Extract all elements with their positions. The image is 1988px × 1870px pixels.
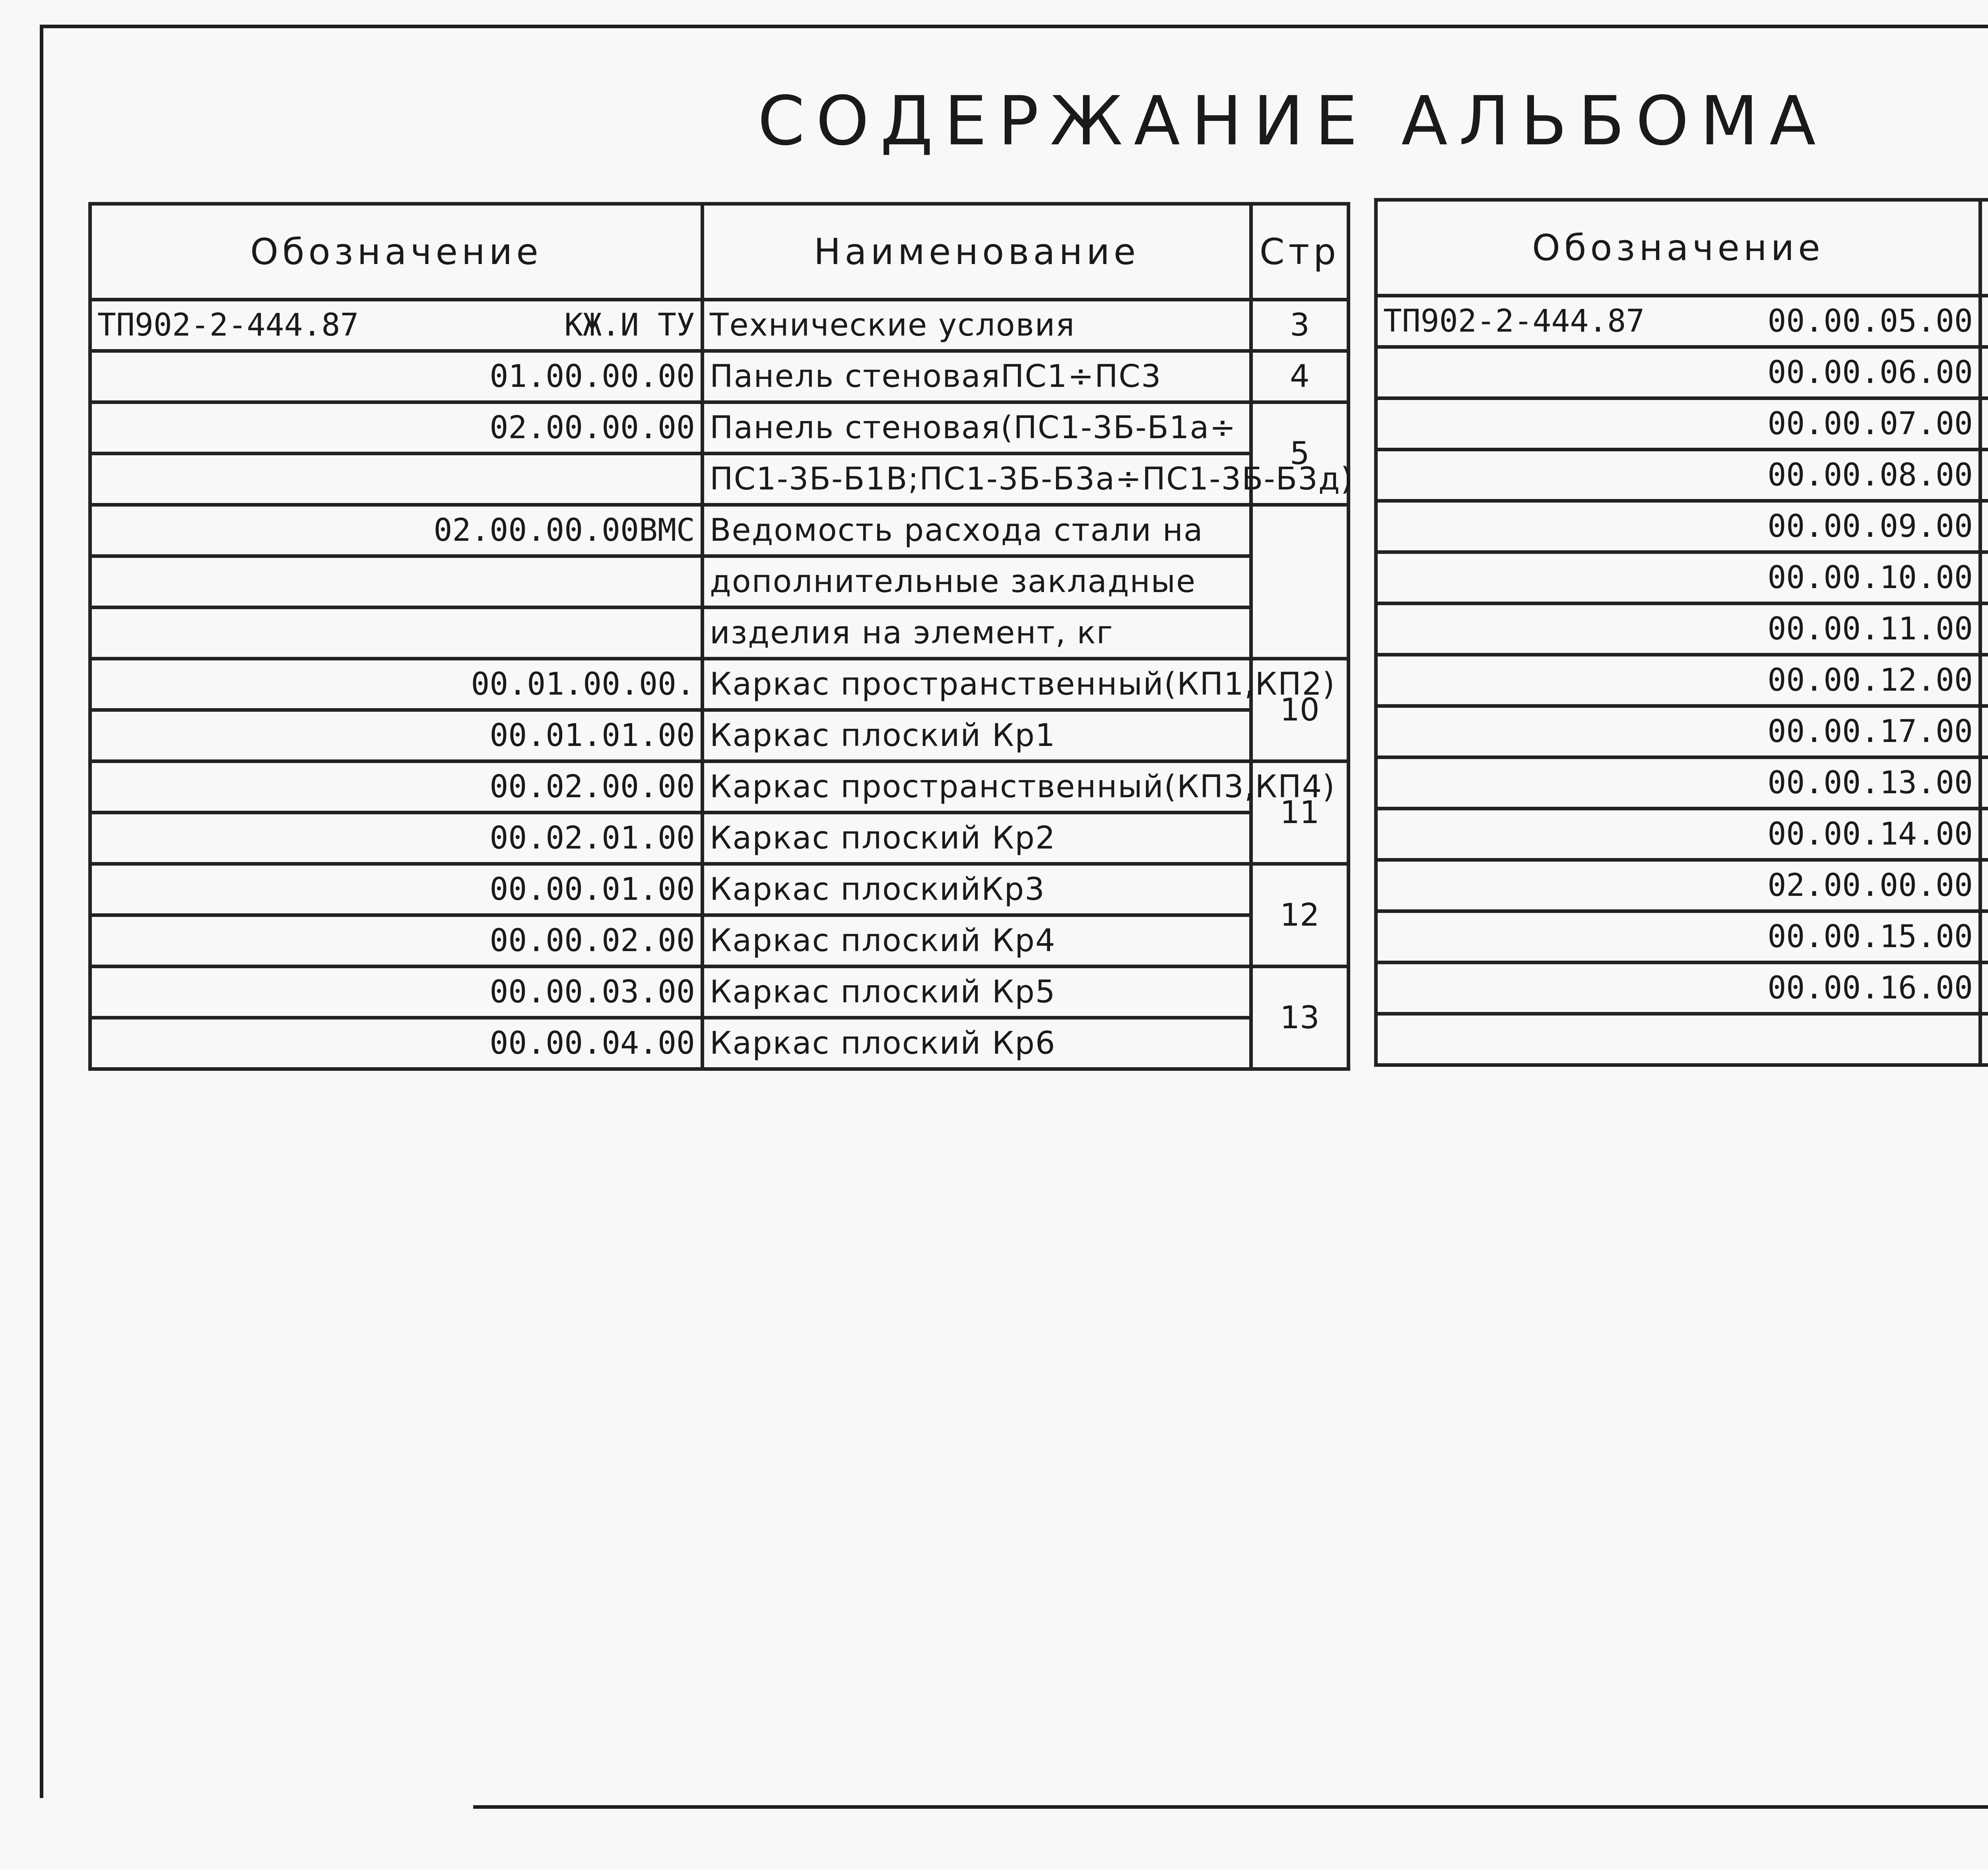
item-name-cell: ПС1-3Б-Б1В;ПС1-3Б-Б3а÷ПС1-3Б-Б3д)	[703, 454, 1251, 505]
designation-cell	[1376, 552, 1980, 604]
designation-cell	[90, 864, 703, 915]
designation-code: 02.00.00.00ВМС	[433, 513, 695, 548]
table-row	[90, 402, 1349, 454]
designation-cell	[1376, 963, 1980, 1014]
column-header-code: Обозначение	[90, 204, 703, 300]
designation-cell	[1376, 501, 1980, 552]
designation-code: 00.00.17.00	[1767, 714, 1973, 750]
designation-cell	[1376, 757, 1980, 809]
table-row	[90, 454, 1349, 505]
table-row	[1376, 757, 1988, 809]
frame-top-line	[40, 25, 1988, 28]
table-row	[1376, 552, 1988, 604]
designation-cell	[90, 967, 703, 1018]
designation-code: 00.00.13.00	[1767, 765, 1973, 801]
table-row	[1376, 655, 1988, 706]
item-name-cell: Ведомость расхода стали на	[703, 505, 1251, 556]
designation-cell	[90, 608, 703, 659]
table-row	[1376, 911, 1988, 963]
designation-cell	[90, 659, 703, 710]
table-row	[1376, 706, 1988, 757]
series-code: ТП902-2-444.87	[1383, 303, 1645, 339]
page-number-cell: 4	[1251, 351, 1349, 402]
page-number-cell: 11	[1251, 761, 1349, 864]
designation-code: 00.00.06.00	[1767, 355, 1973, 390]
item-name-cell	[1980, 963, 1988, 1014]
frame-left-line	[40, 25, 43, 1798]
item-name-cell: изделия на элемент, кг	[703, 608, 1251, 659]
designation-code: 00.02.00.00	[489, 769, 695, 805]
item-name-cell	[1980, 655, 1988, 706]
contents-table-left	[88, 202, 1354, 1071]
item-name-cell	[1980, 860, 1988, 911]
item-name-cell	[1980, 706, 1988, 757]
designation-code: 00.01.01.00	[489, 718, 695, 753]
column-header-code: Обозначение	[1376, 200, 1980, 296]
item-name-cell	[1980, 296, 1988, 347]
designation-cell	[90, 813, 703, 864]
designation-cell	[1376, 1014, 1980, 1065]
designation-code: 02.00.00.00	[489, 410, 695, 446]
designation-code: 00.00.03.00	[489, 974, 695, 1010]
column-header-name	[1980, 200, 1988, 296]
table-row	[1376, 450, 1988, 501]
designation-code: 00.00.07.00	[1767, 406, 1973, 442]
item-name-cell: Каркас плоский Кр5	[703, 967, 1251, 1018]
item-name-cell	[1980, 450, 1988, 501]
designation-code: 01.00.00.00	[489, 359, 695, 394]
table-row	[1376, 963, 1988, 1014]
item-name-cell: Панель стеновая(ПС1-3Б-Б1а÷	[703, 402, 1251, 454]
designation-code: 00.00.08.00	[1767, 457, 1973, 493]
page-number-cell: 3	[1251, 300, 1349, 351]
designation-cell	[90, 556, 703, 608]
designation-code: 00.00.04.00	[489, 1025, 695, 1061]
column-header-name: Наименование	[703, 204, 1251, 300]
table-row	[1376, 604, 1988, 655]
designation-code: 00.00.12.00	[1767, 662, 1973, 698]
item-name-cell	[1980, 347, 1988, 398]
page-title: СОДЕРЖАНИЕ АЛЬБОМА	[757, 82, 1827, 161]
designation-cell	[90, 1018, 703, 1069]
table-row	[90, 710, 1349, 761]
designation-cell	[1376, 860, 1980, 911]
designation-cell	[1376, 655, 1980, 706]
designation-cell	[1376, 450, 1980, 501]
table-header-row	[90, 204, 1349, 300]
designation-code: 00.02.01.00	[489, 820, 695, 856]
table-row	[90, 915, 1349, 967]
column-header-page: Стр	[1251, 204, 1349, 300]
item-name-cell: Панель стеноваяПС1÷ПС3	[703, 351, 1251, 402]
item-name-cell: Каркас плоскийКр3	[703, 864, 1251, 915]
item-name-cell	[1980, 757, 1988, 809]
item-name-cell	[1980, 501, 1988, 552]
page-number-cell: 12	[1251, 864, 1349, 967]
designation-cell	[1376, 398, 1980, 450]
page-number-cell: 5	[1251, 402, 1349, 505]
table-row	[1376, 398, 1988, 450]
contents-table-right	[1374, 198, 1988, 1067]
designation-cell	[1376, 911, 1980, 963]
series-code: ТП902-2-444.87	[97, 307, 359, 343]
designation-code: 02.00.00.00	[1767, 868, 1973, 903]
table-row	[1376, 860, 1988, 911]
table-row	[90, 1018, 1349, 1069]
designation-code: 00.00.02.00	[489, 923, 695, 959]
designation-cell	[1376, 347, 1980, 398]
item-name-cell: Каркас плоский Кр6	[703, 1018, 1251, 1069]
designation-cell	[90, 454, 703, 505]
designation-code: 00.00.09.00	[1767, 509, 1973, 544]
table-row	[90, 505, 1349, 556]
designation-code: 00.00.10.00	[1767, 560, 1973, 596]
designation-code: 00.00.11.00	[1767, 611, 1973, 647]
table-row	[90, 813, 1349, 864]
item-name-cell: Технические условия	[703, 300, 1251, 351]
frame-bottom-line	[473, 1805, 1988, 1809]
table-row	[1376, 809, 1988, 860]
item-name-cell	[1980, 911, 1988, 963]
table-header-row	[1376, 200, 1988, 296]
item-name-cell	[1980, 398, 1988, 450]
designation-code: КЖ.И ТУ	[564, 307, 695, 343]
page-number-cell: 13	[1251, 967, 1349, 1069]
table-row	[90, 351, 1349, 402]
table-row	[90, 300, 1349, 351]
item-name-cell	[1980, 809, 1988, 860]
designation-cell	[90, 300, 703, 351]
item-name-cell: дополнительные закладные	[703, 556, 1251, 608]
designation-cell	[90, 761, 703, 813]
item-name-cell: Каркас пространственный(КП1,КП2)	[703, 659, 1251, 710]
item-name-cell: Каркас пространственный(КП3,КП4)	[703, 761, 1251, 813]
table-row	[90, 608, 1349, 659]
designation-cell	[90, 915, 703, 967]
table-row	[1376, 501, 1988, 552]
item-name-cell	[1980, 604, 1988, 655]
item-name-cell: Каркас плоский Кр4	[703, 915, 1251, 967]
page-number-cell: 10	[1251, 659, 1349, 761]
item-name-cell: Каркас плоский Кр2	[703, 813, 1251, 864]
designation-cell	[1376, 809, 1980, 860]
item-name-cell	[1980, 1014, 1988, 1065]
designation-cell	[90, 505, 703, 556]
item-name-cell: Каркас плоский Кр1	[703, 710, 1251, 761]
table-row	[90, 967, 1349, 1018]
page-number-cell	[1251, 505, 1349, 659]
designation-cell	[1376, 296, 1980, 347]
table-row	[90, 761, 1349, 813]
table-row	[90, 659, 1349, 710]
table-row	[1376, 296, 1988, 347]
designation-code: 00.00.16.00	[1767, 970, 1973, 1006]
designation-code: 00.00.15.00	[1767, 919, 1973, 955]
designation-cell	[1376, 706, 1980, 757]
designation-cell	[90, 351, 703, 402]
table-row	[1376, 1014, 1988, 1065]
table-row	[90, 556, 1349, 608]
designation-code: 00.01.00.00.	[471, 666, 695, 702]
designation-cell	[90, 710, 703, 761]
table-row	[1376, 347, 1988, 398]
designation-code: 00.00.14.00	[1767, 816, 1973, 852]
designation-cell	[90, 402, 703, 454]
designation-code: 00.00.05.00	[1767, 303, 1973, 339]
table-row	[90, 864, 1349, 915]
designation-cell	[1376, 604, 1980, 655]
item-name-cell	[1980, 552, 1988, 604]
designation-code: 00.00.01.00	[489, 872, 695, 907]
